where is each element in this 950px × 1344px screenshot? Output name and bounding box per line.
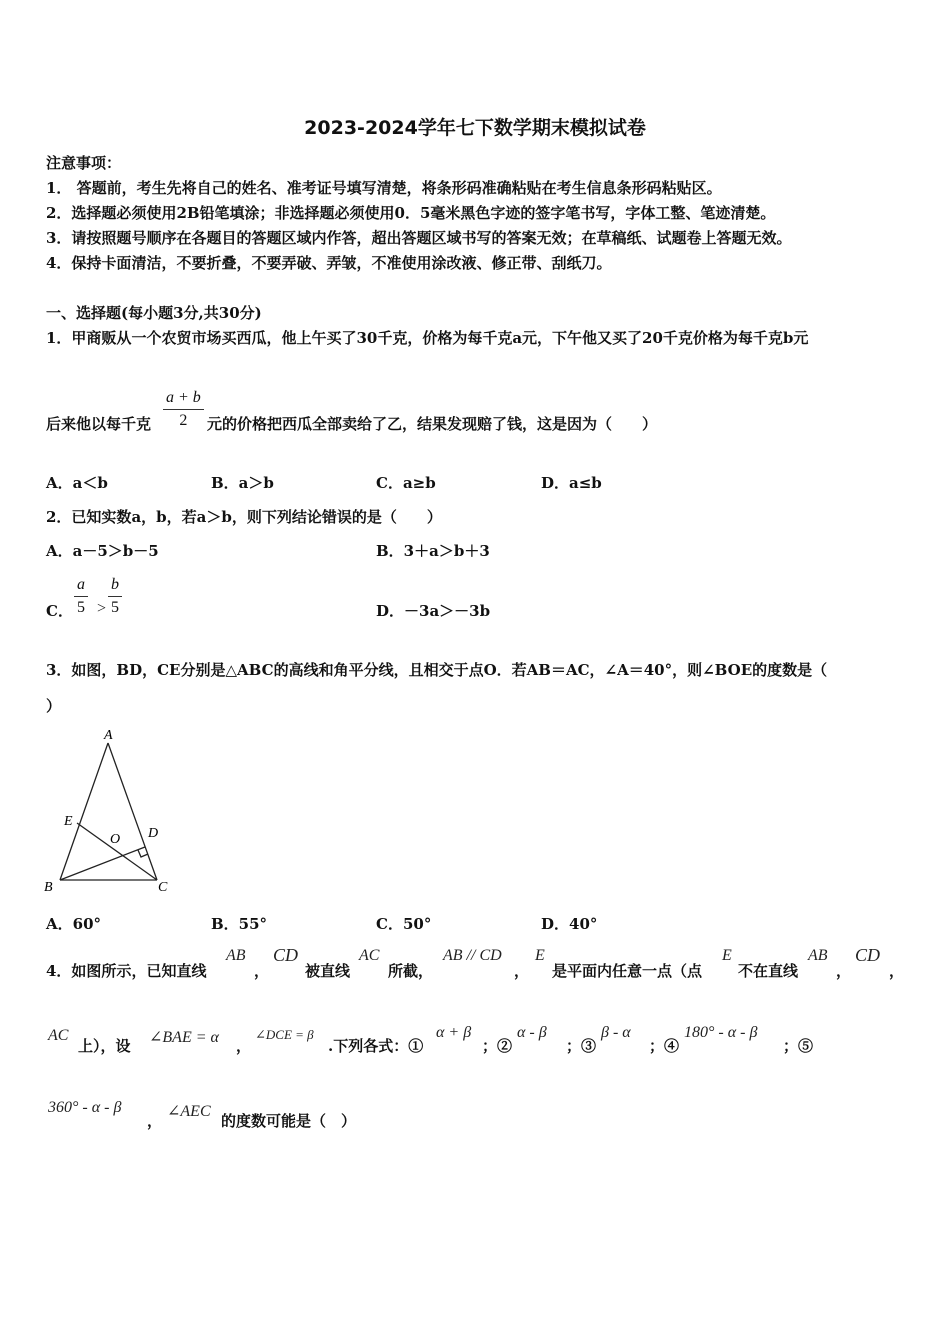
question-4-text: 不在直线 (738, 962, 799, 980)
question-3-line1: 3．如图，BD，CE分别是△ABC的高线和角平分线，且相交于点O．若AB＝AC，∠A＝40°，则∠BOE的度数是（ (46, 661, 828, 679)
notice-item: 2．选择题必须使用2B铅笔填涂；非选择题必须使用0．5毫米黑色字迹的签字笔书写，字体工整、笔迹清楚。 (46, 204, 776, 222)
option-a: A．a＜b (46, 474, 108, 492)
fraction-denominator: 5 (77, 599, 85, 616)
fraction-denominator: 5 (111, 599, 119, 616)
option-d: D．a≤b (541, 474, 602, 492)
math-ac: AC (48, 1027, 69, 1044)
math-ab-parallel-cd: AB // CD (443, 947, 502, 964)
math-e: E (535, 947, 545, 964)
math-angle-dce: ∠DCE = β (255, 1027, 314, 1042)
option-d: D．－3a＞－3b (376, 602, 491, 620)
math-ab: AB (226, 947, 246, 964)
altitude-bd (60, 847, 145, 880)
option-b: B．3＋a＞b＋3 (376, 542, 490, 560)
math-angle-aec: ∠AEC (167, 1103, 211, 1120)
separator: ， (236, 1037, 252, 1055)
expr-2: α - β (517, 1024, 547, 1041)
fraction-numerator: b (108, 574, 122, 597)
question-1-post: 元的价格把西瓜全部卖给了乙，结果发现赔了钱，这是因为（ ） (207, 415, 658, 433)
expr-4: 180° - α - β (684, 1024, 758, 1041)
label-d: D (148, 826, 159, 841)
fraction-denominator: 2 (179, 412, 188, 429)
side-ac (108, 743, 157, 880)
greater-than-symbol: > (97, 600, 107, 617)
option-d: D．40° (541, 915, 598, 933)
side-ab (60, 743, 108, 880)
question-1-line1: 1．甲商贩从一个农贸市场买西瓜，他上午买了30千克，价格为每千克a元，下午他又买了20千克价格为每千克b元 (46, 329, 809, 347)
question-4-text: .下列各式：① (328, 1037, 424, 1055)
question-4-text: ；⑤ (783, 1037, 814, 1055)
math-ac: AC (359, 947, 380, 964)
question-4-text: ；③ (566, 1037, 597, 1055)
fraction-a-plus-b-over-2 (163, 387, 204, 432)
question-4-text: 4．如图所示，已知直线 (46, 962, 207, 980)
math-e: E (722, 947, 732, 964)
expr-5: 360° - α - β (48, 1099, 122, 1116)
notice-item: 1． 答题前，考生先将自己的姓名、准考证号填写清楚，将条形码准确粘贴在考生信息条形码粘贴区。 (46, 179, 722, 197)
question-4-text: 被直线 (305, 962, 351, 980)
triangle-figure (40, 725, 180, 900)
separator: ， (254, 962, 270, 980)
option-a: A．60° (46, 915, 102, 933)
question-3-line2: ） (46, 697, 62, 715)
expr-1: α + β (436, 1024, 472, 1041)
math-ab: AB (808, 947, 828, 964)
separator: ， (514, 962, 530, 980)
separator: ， (889, 962, 905, 980)
question-1-pre: 后来他以每千克 (46, 415, 152, 433)
notice-heading: 注意事项： (46, 154, 122, 172)
question-4-text: ；④ (649, 1037, 680, 1055)
section-heading: 一、选择题(每小题3分,共30分) (46, 304, 262, 322)
fraction-numerator: a (74, 574, 88, 597)
notice-item: 4．保持卡面清洁，不要折叠，不要弄破、弄皱，不准使用涂改液、修正带、刮纸刀。 (46, 254, 612, 272)
fraction-numerator: a + b (163, 387, 204, 410)
question-2-stem: 2．已知实数a，b，若a＞b，则下列结论错误的是（ ） (46, 508, 442, 526)
option-c: C．50° (376, 915, 432, 933)
page-title: 2023-2024学年七下数学期末模拟试卷 (304, 117, 646, 139)
option-c-label: C． (46, 602, 73, 620)
label-c: C (158, 880, 168, 895)
separator: ， (836, 962, 852, 980)
label-o: O (110, 832, 121, 847)
notice-item: 3．请按照题号顺序在各题目的答题区域内作答，超出答题区域书写的答案无效；在草稿纸、试题卷上答题无效。 (46, 229, 792, 247)
question-4-text: 是平面内任意一点（点 (552, 962, 703, 980)
option-b: B．55° (211, 915, 268, 933)
fraction-b-over-5 (108, 574, 122, 619)
option-a: A．a－5＞b－5 (46, 542, 159, 560)
separator: ， (147, 1112, 163, 1130)
option-b: B．a＞b (211, 474, 274, 492)
expr-3: β - α (601, 1024, 631, 1041)
question-4-text: 所截， (388, 962, 434, 980)
question-4-text: ；② (482, 1037, 513, 1055)
math-cd: CD (855, 945, 881, 965)
fraction-a-over-5 (74, 574, 88, 619)
option-c: C．a≥b (376, 474, 436, 492)
label-e: E (64, 814, 73, 829)
question-4-text: 的度数可能是（ ） (221, 1112, 357, 1130)
label-b: B (44, 880, 53, 895)
label-a: A (104, 728, 113, 743)
math-angle-bae: ∠BAE = α (149, 1029, 219, 1046)
math-cd: CD (273, 945, 299, 965)
question-4-text: 上），设 (78, 1037, 131, 1055)
